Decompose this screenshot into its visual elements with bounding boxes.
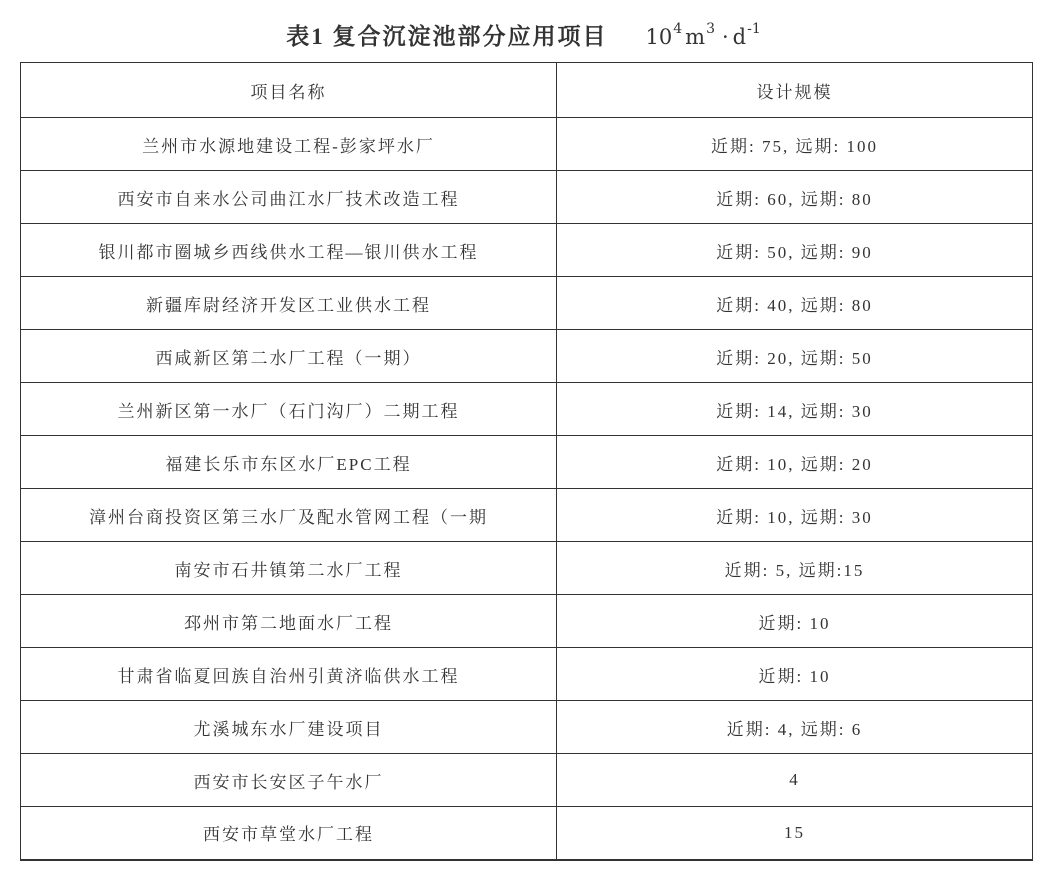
table-row xyxy=(21,595,1033,648)
table-caption-text: 表1 复合沉淀池部分应用项目 xyxy=(286,24,608,49)
unit-middot: · xyxy=(721,25,729,49)
table-row xyxy=(21,383,1033,436)
design-scale-cell: 近期: 4, 远期: 6 xyxy=(557,701,1033,754)
design-scale-cell: 4 xyxy=(557,754,1033,807)
project-name-cell: 邳州市第二地面水厂工程 xyxy=(21,595,557,648)
table-row xyxy=(21,542,1033,595)
unit-exp-4: 4 xyxy=(673,21,683,37)
project-name-cell: 西安市长安区子午水厂 xyxy=(21,754,557,807)
header-project-name: 项目名称 xyxy=(21,63,557,118)
project-name-cell: 银川都市圈城乡西线供水工程—银川供水工程 xyxy=(21,224,557,277)
design-scale-cell: 近期: 10, 远期: 30 xyxy=(557,489,1033,542)
table-row xyxy=(21,118,1033,171)
project-name-cell: 西咸新区第二水厂工程（一期） xyxy=(21,330,557,383)
table-row xyxy=(21,277,1033,330)
unit-exp-3: 3 xyxy=(706,21,715,37)
design-scale-cell: 近期: 75, 远期: 100 xyxy=(557,118,1033,171)
project-name-cell: 兰州新区第一水厂（石门沟厂）二期工程 xyxy=(21,383,557,436)
table-row xyxy=(21,807,1033,860)
table-caption xyxy=(0,18,1050,51)
table-row xyxy=(21,436,1033,489)
table-row xyxy=(21,489,1033,542)
design-scale-cell: 15 xyxy=(557,807,1033,860)
header-design-scale: 设计规模 xyxy=(557,63,1033,118)
table-row xyxy=(21,701,1033,754)
unit-base-10: 10 xyxy=(645,25,673,49)
design-scale-cell: 近期: 5, 远期:15 xyxy=(557,542,1033,595)
project-name-cell: 兰州市水源地建设工程-彭家坪水厂 xyxy=(21,118,557,171)
table-caption-unit xyxy=(645,21,763,49)
unit-base-m: m xyxy=(685,25,706,49)
project-name-cell: 南安市石井镇第二水厂工程 xyxy=(21,542,557,595)
unit-exp-neg1: -1 xyxy=(747,21,761,37)
table-row xyxy=(21,224,1033,277)
design-scale-cell: 近期: 10, 远期: 20 xyxy=(557,436,1033,489)
header-row xyxy=(21,63,1033,118)
table-row xyxy=(21,330,1033,383)
projects-table xyxy=(20,62,1033,861)
design-scale-cell: 近期: 10 xyxy=(557,648,1033,701)
table-row xyxy=(21,171,1033,224)
table-row xyxy=(21,754,1033,807)
project-name-cell: 尤溪城东水厂建设项目 xyxy=(21,701,557,754)
design-scale-cell: 近期: 60, 远期: 80 xyxy=(557,171,1033,224)
design-scale-cell: 近期: 10 xyxy=(557,595,1033,648)
project-name-cell: 漳州台商投资区第三水厂及配水管网工程（一期 xyxy=(21,489,557,542)
design-scale-cell: 近期: 40, 远期: 80 xyxy=(557,277,1033,330)
unit-base-d: d xyxy=(732,25,747,49)
project-name-cell: 西安市草堂水厂工程 xyxy=(21,807,557,860)
design-scale-cell: 近期: 14, 远期: 30 xyxy=(557,383,1033,436)
project-name-cell: 新疆库尉经济开发区工业供水工程 xyxy=(21,277,557,330)
design-scale-cell: 近期: 50, 远期: 90 xyxy=(557,224,1033,277)
project-name-cell: 西安市自来水公司曲江水厂技术改造工程 xyxy=(21,171,557,224)
project-name-cell: 甘肃省临夏回族自治州引黄济临供水工程 xyxy=(21,648,557,701)
table-row xyxy=(21,648,1033,701)
design-scale-cell: 近期: 20, 远期: 50 xyxy=(557,330,1033,383)
project-name-cell: 福建长乐市东区水厂EPC工程 xyxy=(21,436,557,489)
